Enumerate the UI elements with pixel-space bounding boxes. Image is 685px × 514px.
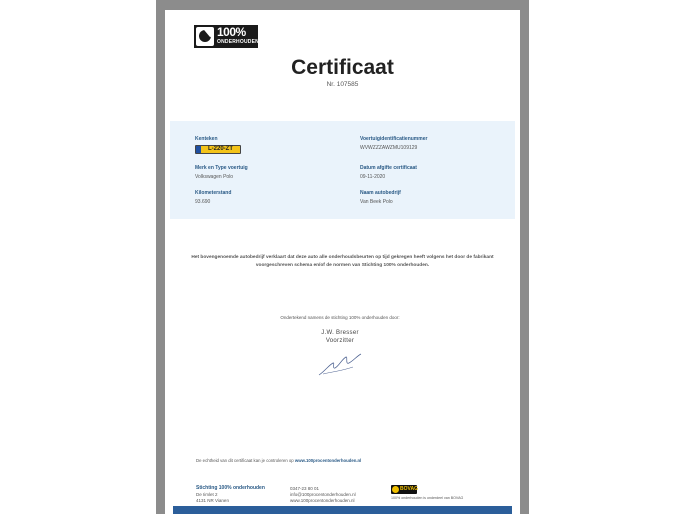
verification-link[interactable]: www.100procentonderhouden.nl xyxy=(294,458,362,463)
verification-note xyxy=(196,458,361,463)
vin-label: Voertuigidentificatienummer xyxy=(360,136,428,142)
footer-city: 4131 NR Vianen xyxy=(196,498,229,503)
company-label: Naam autobedrijf xyxy=(360,190,401,196)
footer-phone: 0347-23 80 01 xyxy=(290,486,320,491)
page-title: Certificaat xyxy=(291,56,394,79)
certificate-page xyxy=(165,10,520,514)
handwritten-signature xyxy=(315,345,365,380)
signer-name: J.W. Bresser xyxy=(321,330,359,336)
footer-email[interactable]: info@100procentonderhouden.nl xyxy=(290,492,356,497)
signer-role: Voorzitter xyxy=(325,338,355,344)
date-value: 09-11-2020 xyxy=(360,174,386,180)
kenteken-label: Kenteken xyxy=(195,136,218,142)
maintenance-statement xyxy=(175,254,510,270)
bovag-note: 100% onderhouden is onderdeel van BOVAG xyxy=(391,496,464,500)
vin-value: WVWZZZAWZMU109129 xyxy=(360,145,418,151)
logo xyxy=(194,25,258,48)
date-label: Datum afgifte certificaat xyxy=(360,165,417,171)
km-label: Kilometerstand xyxy=(195,190,232,196)
bovag-emblem-icon xyxy=(392,486,399,493)
footer-street: De Iimlet 2 xyxy=(196,492,218,497)
license-plate xyxy=(195,145,241,154)
logo-subtitle: ONDERHOUDEN xyxy=(217,39,259,45)
signature-intro: Ondertekend namens de stichting 100% onderhouden door: xyxy=(280,315,400,320)
bovag-badge-text: BOVAG xyxy=(400,486,418,492)
verification-text: De echtheid van dit certificaat kan je controleren op xyxy=(196,458,294,463)
license-plate-value: L-220-ZT xyxy=(207,146,233,152)
make-label: Merk en Type voertuig xyxy=(195,165,248,171)
footer-website[interactable]: www.100procentonderhouden.nl xyxy=(290,498,355,503)
footer-bar xyxy=(173,506,512,514)
km-value: 93.690 xyxy=(195,199,211,205)
logo-percent: 100% xyxy=(217,25,246,39)
make-value: Volkswagen Polo xyxy=(195,174,234,180)
company-value: Van Beek Polo xyxy=(360,199,393,205)
statement-line-1: Het bovengenoemde autobedrijf verklaart dat deze auto alle onderhoudsbeurten op tijd gekregen heeft volgens het door de fabrikant xyxy=(191,255,494,260)
footer-organization: Stichting 100% onderhouden xyxy=(196,485,265,491)
certificate-number: Nr. 107585 xyxy=(326,81,359,88)
bovag-logo xyxy=(391,485,417,494)
statement-line-2: voorgeschreven schema en/of de normen van Stichting 100% onderhouden. xyxy=(255,263,430,268)
wrench-icon xyxy=(196,27,214,46)
